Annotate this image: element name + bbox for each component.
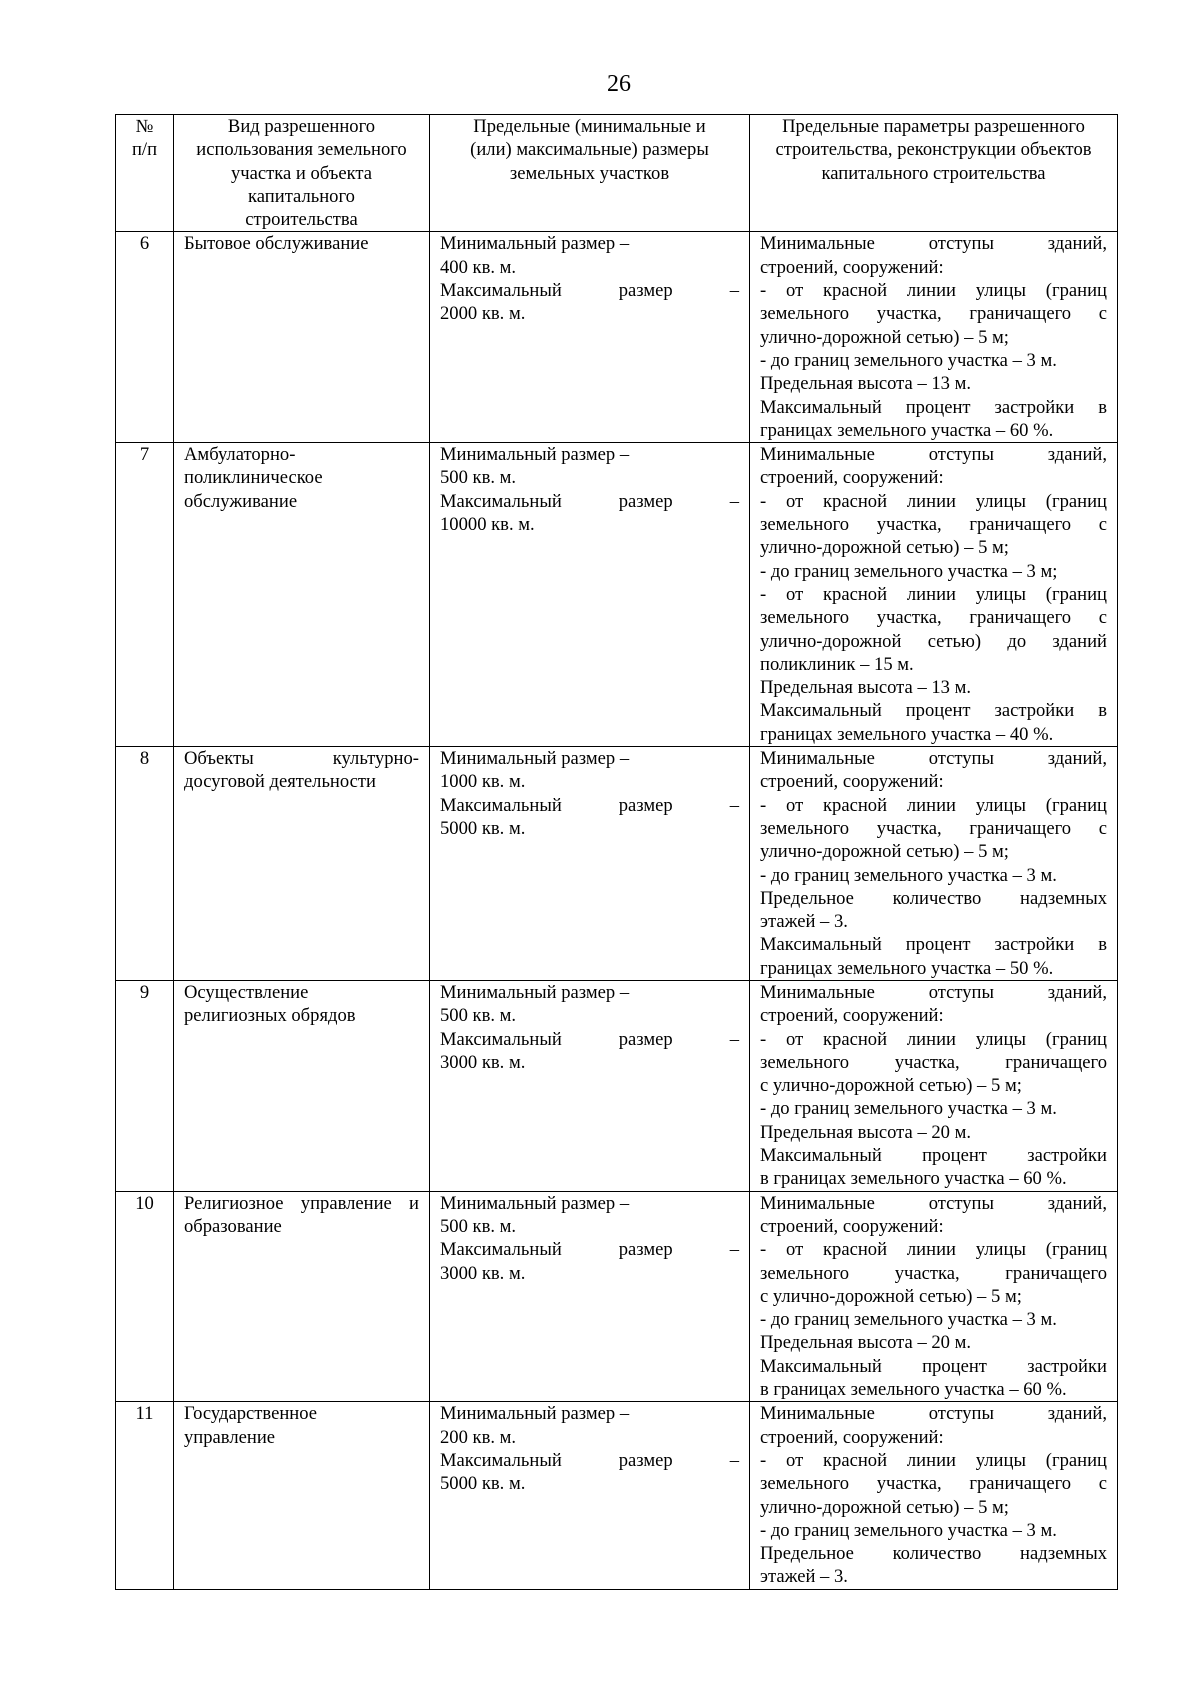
cell-line: - до границ земельного участка – 3 м. xyxy=(760,1098,1057,1120)
cell-params xyxy=(750,1191,1118,1402)
cell-line: Максимальный размер – xyxy=(440,1449,739,1471)
cell-line: Минимальные отступы зданий, xyxy=(760,981,1107,1003)
table-row xyxy=(116,443,1118,747)
row-number: 10 xyxy=(116,1191,174,1402)
cell-line: Объекты культурно- xyxy=(184,748,419,770)
cell-line: земельного участка, граничащего с xyxy=(760,607,1107,629)
cell-line: Минимальный размер – xyxy=(440,1403,630,1425)
cell-line: земельного участка, граничащего с xyxy=(760,303,1107,325)
cell-line: Минимальный размер – xyxy=(440,748,630,770)
header-line: № xyxy=(135,116,154,137)
cell-line: Минимальный размер – xyxy=(440,981,630,1003)
cell-line: Максимальный процент застройки xyxy=(760,1355,1107,1377)
cell-line: - до границ земельного участка – 3 м; xyxy=(760,560,1058,582)
cell-line: 200 кв. м. xyxy=(440,1426,517,1448)
cell-line: Предельная высота – 13 м. xyxy=(760,373,972,395)
cell-line: 3000 кв. м. xyxy=(440,1051,526,1073)
cell-line: 5000 кв. м. xyxy=(440,817,526,839)
cell-line: строений, сооружений: xyxy=(760,1005,944,1027)
cell-line: земельного участка, граничащего с xyxy=(760,817,1107,839)
header-line: капитального строительства xyxy=(821,162,1046,184)
cell-line: управление xyxy=(184,1426,276,1448)
cell-params xyxy=(750,980,1118,1191)
cell-line: Минимальный размер – xyxy=(440,233,630,255)
cell-line: этажей – 3. xyxy=(760,911,848,933)
page-number: 26 xyxy=(607,71,631,97)
cell-line: Максимальный размер – xyxy=(440,280,739,302)
land-use-table xyxy=(115,114,1118,1590)
header-line: использования земельного xyxy=(196,139,407,161)
cell-line: Государственное xyxy=(184,1403,317,1425)
cell-line: Бытовое обслуживание xyxy=(184,233,369,255)
cell-line: строений, сооружений: xyxy=(760,256,944,278)
row-number: 9 xyxy=(116,980,174,1191)
header-line: строительства xyxy=(245,209,358,231)
cell-line: Предельное количество надземных xyxy=(760,1543,1107,1565)
cell-line: Максимальный процент застройки в xyxy=(760,934,1107,956)
cell-params xyxy=(750,443,1118,747)
cell-line: Амбулаторно- xyxy=(184,444,296,466)
cell-plot-size xyxy=(430,1402,750,1589)
cell-plot-size xyxy=(430,443,750,747)
header-params xyxy=(750,115,1118,232)
cell-line: 400 кв. м. xyxy=(440,256,517,278)
cell-line: строений, сооружений: xyxy=(760,467,944,489)
cell-plot-size xyxy=(430,1191,750,1402)
cell-line: земельного участка, граничащего xyxy=(760,1051,1107,1073)
cell-line: Осуществление xyxy=(184,981,309,1003)
cell-line: Максимальный размер – xyxy=(440,490,739,512)
header-line: земельных участков xyxy=(509,162,670,184)
cell-line: - до границ земельного участка – 3 м. xyxy=(760,349,1057,371)
cell-use-type xyxy=(174,1191,430,1402)
table-header-row xyxy=(116,115,1118,232)
cell-line: земельного участка, граничащего с xyxy=(760,514,1107,536)
cell-line: образование xyxy=(184,1215,282,1237)
cell-line: улично-дорожной сетью) – 5 м; xyxy=(760,841,1009,863)
cell-line: 500 кв. м. xyxy=(440,467,517,489)
header-plot-size xyxy=(430,115,750,232)
cell-line: Предельное количество надземных xyxy=(760,887,1107,909)
cell-line: границах земельного участка – 50 %. xyxy=(760,957,1054,979)
cell-plot-size xyxy=(430,980,750,1191)
cell-line: Предельная высота – 13 м. xyxy=(760,677,972,699)
cell-line: улично-дорожной сетью) – 5 м; xyxy=(760,326,1009,348)
cell-line: улично-дорожной сетью) – 5 м; xyxy=(760,1496,1009,1518)
cell-line: улично-дорожной сетью) – 5 м; xyxy=(760,537,1009,559)
cell-use-type xyxy=(174,1402,430,1589)
cell-line: с улично-дорожной сетью) – 5 м; xyxy=(760,1075,1022,1097)
cell-line: Максимальный процент застройки в xyxy=(760,396,1107,418)
table-row xyxy=(116,747,1118,981)
cell-line: с улично-дорожной сетью) – 5 м; xyxy=(760,1285,1022,1307)
cell-line: 5000 кв. м. xyxy=(440,1473,526,1495)
cell-line: 2000 кв. м. xyxy=(440,303,526,325)
cell-line: - от красной линии улицы (границ xyxy=(760,1239,1107,1261)
header-line: п/п xyxy=(131,139,158,161)
cell-params xyxy=(750,232,1118,443)
table-row xyxy=(116,1402,1118,1589)
table-row xyxy=(116,232,1118,443)
cell-line: 500 кв. м. xyxy=(440,1005,517,1027)
cell-line: - от красной линии улицы (границ xyxy=(760,1449,1107,1471)
cell-line: Минимальный размер – xyxy=(440,1192,630,1214)
header-line: Предельные (минимальные и xyxy=(473,116,706,137)
header-line: Предельные параметры разрешенного xyxy=(782,116,1085,137)
cell-use-type xyxy=(174,747,430,981)
cell-line: поликлиническое xyxy=(184,467,323,489)
cell-line: обслуживание xyxy=(184,490,298,512)
cell-line: Минимальный размер – xyxy=(440,444,630,466)
row-number: 11 xyxy=(116,1402,174,1589)
header-line: строительства, реконструкции объектов xyxy=(775,139,1092,161)
cell-line: - от красной линии улицы (границ xyxy=(760,280,1107,302)
cell-line: Максимальный размер – xyxy=(440,1239,739,1261)
table-row xyxy=(116,1191,1118,1402)
cell-line: Предельная высота – 20 м. xyxy=(760,1121,972,1143)
cell-line: строений, сооружений: xyxy=(760,771,944,793)
cell-use-type xyxy=(174,232,430,443)
cell-line: 1000 кв. м. xyxy=(440,771,526,793)
header-line: капитального xyxy=(248,185,355,207)
cell-line: границах земельного участка – 60 %. xyxy=(760,419,1054,441)
header-line: Вид разрешенного xyxy=(227,116,376,137)
cell-line: Максимальный размер – xyxy=(440,794,739,816)
cell-params xyxy=(750,1402,1118,1589)
cell-line: Минимальные отступы зданий, xyxy=(760,748,1107,770)
cell-line: 500 кв. м. xyxy=(440,1215,517,1237)
row-number: 7 xyxy=(116,443,174,747)
cell-line: границах земельного участка – 40 %. xyxy=(760,723,1054,745)
cell-line: Минимальные отступы зданий, xyxy=(760,444,1107,466)
cell-line: Максимальный процент застройки в xyxy=(760,700,1107,722)
cell-line: Религиозное управление и xyxy=(184,1192,419,1214)
cell-line: Максимальный процент застройки xyxy=(760,1145,1107,1167)
cell-line: Минимальные отступы зданий, xyxy=(760,233,1107,255)
cell-use-type xyxy=(174,980,430,1191)
cell-line: Минимальные отступы зданий, xyxy=(760,1403,1107,1425)
cell-line: строений, сооружений: xyxy=(760,1215,944,1237)
cell-line: - от красной линии улицы (границ xyxy=(760,1028,1107,1050)
row-number: 6 xyxy=(116,232,174,443)
header-use-type xyxy=(174,115,430,232)
cell-line: - до границ земельного участка – 3 м. xyxy=(760,1309,1057,1331)
cell-line: Максимальный размер – xyxy=(440,1028,739,1050)
cell-line: в границах земельного участка – 60 %. xyxy=(760,1168,1067,1190)
cell-line: 10000 кв. м. xyxy=(440,514,535,536)
cell-line: улично-дорожной сетью) до зданий xyxy=(760,630,1107,652)
cell-line: Предельная высота – 20 м. xyxy=(760,1332,972,1354)
cell-line: - до границ земельного участка – 3 м. xyxy=(760,1519,1057,1541)
cell-line: в границах земельного участка – 60 %. xyxy=(760,1379,1067,1401)
cell-line: земельного участка, граничащего xyxy=(760,1262,1107,1284)
cell-line: этажей – 3. xyxy=(760,1566,848,1588)
table-row xyxy=(116,980,1118,1191)
cell-line: Минимальные отступы зданий, xyxy=(760,1192,1107,1214)
cell-line: земельного участка, граничащего с xyxy=(760,1473,1107,1495)
row-number: 8 xyxy=(116,747,174,981)
cell-line: 3000 кв. м. xyxy=(440,1262,526,1284)
cell-params xyxy=(750,747,1118,981)
header-number xyxy=(116,115,174,232)
cell-plot-size xyxy=(430,232,750,443)
table-body xyxy=(116,232,1118,1589)
cell-line: - до границ земельного участка – 3 м. xyxy=(760,864,1057,886)
cell-line: - от красной линии улицы (границ xyxy=(760,794,1107,816)
cell-line: религиозных обрядов xyxy=(184,1005,356,1027)
cell-use-type xyxy=(174,443,430,747)
header-line: участка и объекта xyxy=(230,162,373,184)
cell-line: - от красной линии улицы (границ xyxy=(760,490,1107,512)
cell-plot-size xyxy=(430,747,750,981)
header-line: (или) максимальные) размеры xyxy=(470,139,709,161)
cell-line: досуговой деятельности xyxy=(184,771,376,793)
cell-line: строений, сооружений: xyxy=(760,1426,944,1448)
cell-line: - от красной линии улицы (границ xyxy=(760,583,1107,605)
cell-line: поликлиник – 15 м. xyxy=(760,653,914,675)
